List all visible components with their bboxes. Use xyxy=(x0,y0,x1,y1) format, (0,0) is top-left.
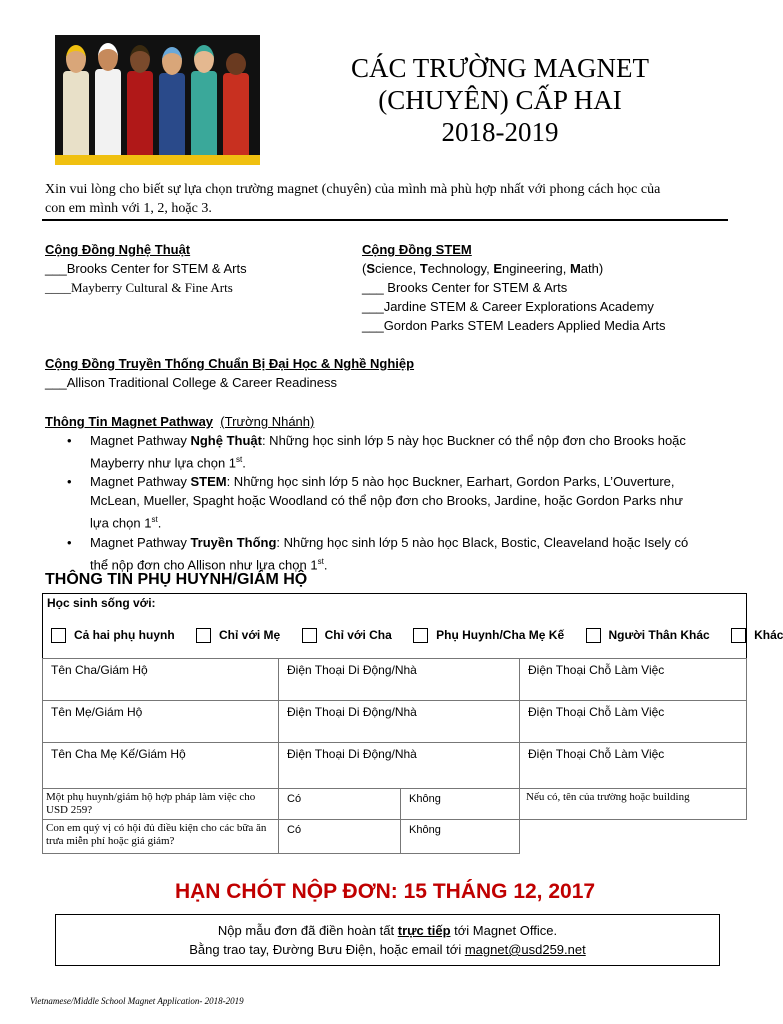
child-head xyxy=(226,53,246,75)
question-usd259: Một phụ huynh/giám hộ hợp pháp làm việc cho USD 259? xyxy=(42,788,279,820)
father-home-phone-field[interactable]: Điện Thoại Di Động/Nhà xyxy=(278,658,520,701)
checkbox-mother-only[interactable]: Chỉ với Mẹ xyxy=(196,628,280,642)
header-photo xyxy=(55,35,260,165)
father-name-field[interactable]: Tên Cha/Giám Hộ xyxy=(42,658,279,701)
stem-option-gordon-parks[interactable]: ___Gordon Parks STEM Leaders Applied Media Arts xyxy=(362,318,666,333)
arts-community xyxy=(45,240,247,297)
arts-option-brooks[interactable]: ___Brooks Center for STEM & Arts xyxy=(45,261,247,276)
pathway-item-stem: • Magnet Pathway STEM: Những học sinh lớp 5 nào học Buckner, Earhart, Gordon Parks, L’Ouverture, McLean, Mueller, Spaght hoặc Woodland có thể nộp đơn cho Brooks, Jardine, hoặc Gordon Parks như lựa chọn 1st. xyxy=(45,472,735,532)
pathway-item-traditional: • Magnet Pathway Truyền Thống: Những học sinh lớp 5 nào học Black, Bostic, Cleaveland hoặc Isely có thể nộp đơn cho Allison như lựa chọn 1st. xyxy=(45,533,735,574)
child-figure xyxy=(191,71,217,159)
checkbox-row xyxy=(51,628,783,643)
usd259-no[interactable]: Không xyxy=(400,788,520,820)
child-figure xyxy=(127,71,153,159)
child-head xyxy=(130,45,150,73)
stem-subtitle: (Science, Technology, Engineering, Math) xyxy=(362,261,604,276)
child-head xyxy=(98,43,118,71)
title-line: CÁC TRƯỜNG MAGNET xyxy=(351,53,649,83)
traditional-community xyxy=(45,354,414,392)
intro-line: con em mình với 1, 2, hoặc 3. xyxy=(45,201,212,216)
child-head xyxy=(66,45,86,73)
child-head xyxy=(162,47,182,75)
mother-name-field[interactable]: Tên Mẹ/Giám Hộ xyxy=(42,700,279,743)
title-line: (CHUYÊN) CẤP HAI xyxy=(378,85,622,115)
child-figure xyxy=(159,73,185,159)
stepparent-work-phone-field[interactable]: Điện Thoại Chỗ Làm Việc xyxy=(519,742,747,789)
pathway-item-arts: • Magnet Pathway Nghệ Thuật: Những học sinh lớp 5 này học Buckner có thể nộp đơn cho Brooks hoặc Mayberry như lựa chọn 1st. xyxy=(45,431,735,472)
question-free-lunch: Con em quý vị có hội đủ điều kiện cho các bữa ăn trưa miễn phí hoặc giá giảm? xyxy=(42,819,279,854)
lunch-no[interactable]: Không xyxy=(400,819,520,854)
intro-text xyxy=(45,180,735,218)
divider xyxy=(42,219,728,221)
intro-line: Xin vui lòng cho biết sự lựa chọn trường magnet (chuyên) của mình mà phù hợp nhất với phong cách học của xyxy=(45,182,661,197)
lunch-yes[interactable]: Có xyxy=(278,819,401,854)
pathway-info xyxy=(45,412,735,574)
arts-heading: Cộng Đồng Nghệ Thuật xyxy=(45,242,191,257)
building-name-field[interactable]: Nếu có, tên của trường hoặc building xyxy=(519,788,747,820)
mother-work-phone-field[interactable]: Điện Thoại Chỗ Làm Việc xyxy=(519,700,747,743)
submission-line: Nộp mẫu đơn đã điền hoàn tất trực tiếp tới Magnet Office. xyxy=(217,923,558,938)
child-figure xyxy=(95,69,121,159)
stem-heading: Cộng Đồng STEM xyxy=(362,242,472,257)
parent-section-title: THÔNG TIN PHỤ HUYNH/GIÁM HỘ xyxy=(45,571,308,588)
yellow-strip xyxy=(55,155,260,165)
father-work-phone-field[interactable]: Điện Thoại Chỗ Làm Việc xyxy=(519,658,747,701)
submission-box xyxy=(55,914,720,966)
checkbox-both-parents[interactable]: Cả hai phụ huynh xyxy=(51,628,175,642)
stem-option-brooks[interactable]: ___ Brooks Center for STEM & Arts xyxy=(362,280,568,295)
child-figure xyxy=(223,73,249,159)
page-title xyxy=(300,52,700,148)
lives-with-box xyxy=(42,593,783,659)
stepparent-name-field[interactable]: Tên Cha Mẹ Kế/Giám Hộ xyxy=(42,742,279,789)
mother-home-phone-field[interactable]: Điện Thoại Di Động/Nhà xyxy=(278,700,520,743)
pathway-heading: Thông Tin Magnet Pathway xyxy=(45,414,214,429)
checkbox-other[interactable]: Khác xyxy=(731,628,783,642)
page-footer: Vietnamese/Middle School Magnet Application- 2018-2019 xyxy=(30,996,244,1006)
arts-option-mayberry[interactable]: ____Mayberry Cultural & Fine Arts xyxy=(45,280,233,295)
pathway-note: (Trường Nhánh) xyxy=(220,414,315,429)
checkbox-father-only[interactable]: Chỉ với Cha xyxy=(302,628,392,642)
checkbox-other-relative[interactable]: Người Thân Khác xyxy=(586,628,710,642)
title-year: 2018-2019 xyxy=(441,117,559,147)
submission-line: Bằng trao tay, Đường Bưu Điện, hoặc email tới magnet@usd259.net xyxy=(189,942,586,957)
checkbox-step-parent[interactable]: Phụ Huynh/Cha Mẹ Kế xyxy=(413,628,564,642)
deadline-title: HẠN CHÓT NỘP ĐƠN: 15 THÁNG 12, 2017 xyxy=(174,880,596,903)
child-figure xyxy=(63,71,89,159)
stem-option-jardine[interactable]: ___Jardine STEM & Career Explorations Academy xyxy=(362,299,654,314)
stem-community xyxy=(362,240,666,335)
lives-with-label: Học sinh sống với: xyxy=(47,596,156,610)
traditional-option-allison[interactable]: ___Allison Traditional College & Career Readiness xyxy=(45,375,337,390)
child-head xyxy=(194,45,214,73)
traditional-heading: Cộng Đồng Truyền Thống Chuẩn Bị Đại Học & Nghề Nghiệp xyxy=(45,356,415,371)
stepparent-home-phone-field[interactable]: Điện Thoại Di Động/Nhà xyxy=(278,742,520,789)
email-link[interactable]: magnet@usd259.net xyxy=(464,942,586,957)
usd259-yes[interactable]: Có xyxy=(278,788,401,820)
